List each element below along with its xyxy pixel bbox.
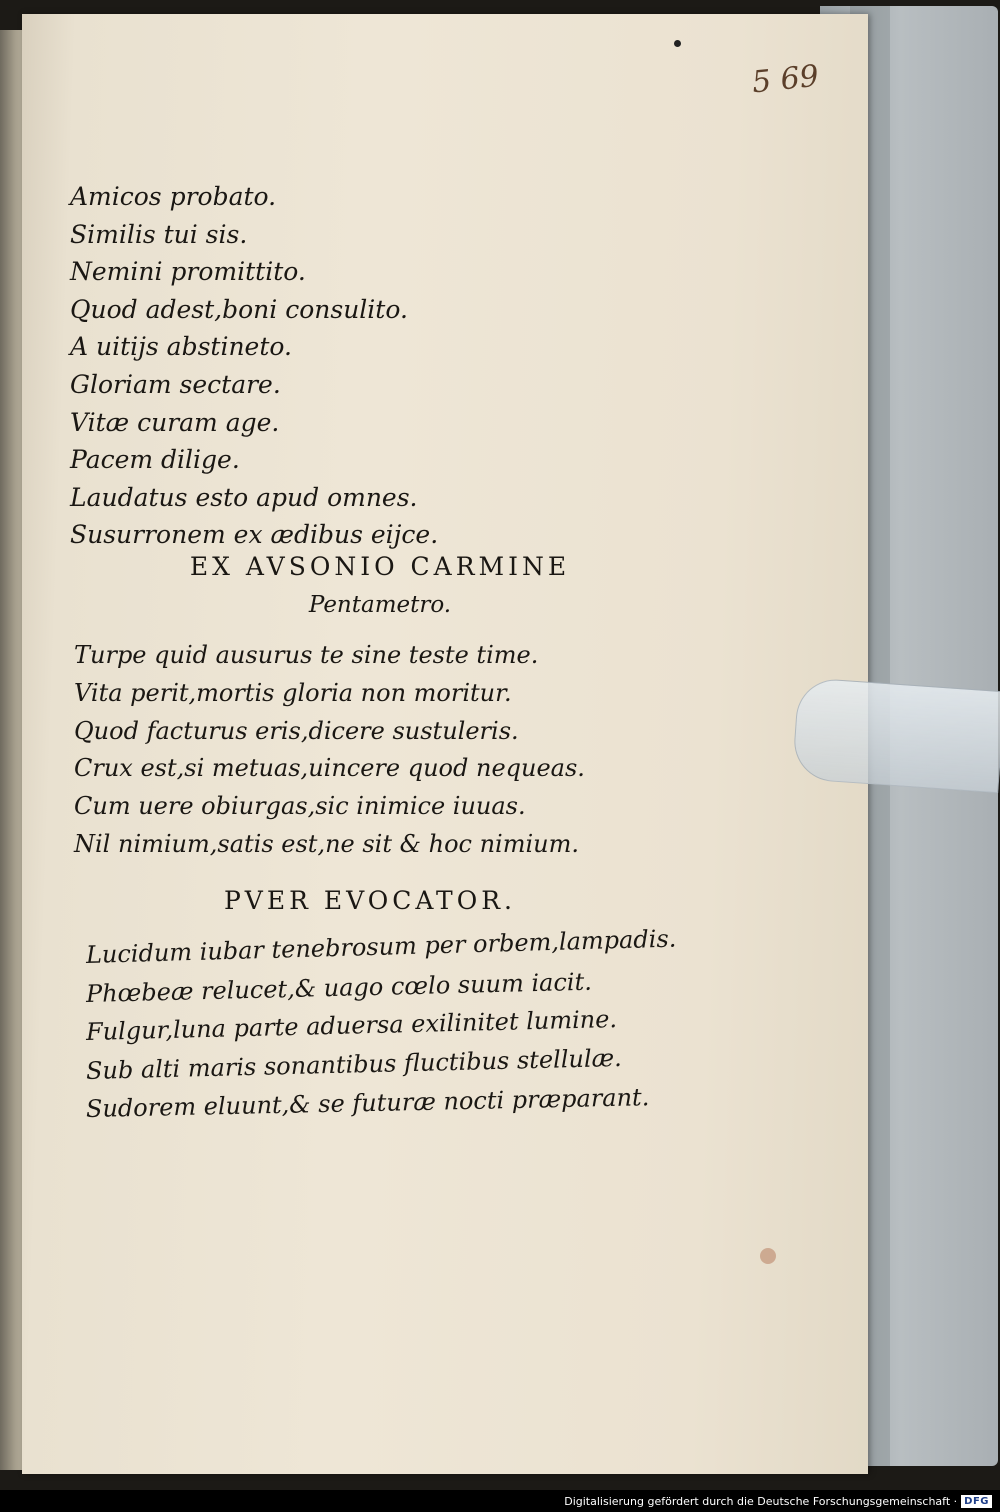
text-line: Similis tui sis. (70, 219, 248, 249)
verse-line: Fulgur,luna parte aduersa exilinitet lumine. (85, 1005, 618, 1046)
verse-line: Cum uere obiurgas,sic inimice iuuas. (74, 792, 526, 821)
text-line: A uitijs abstineto. (70, 332, 292, 362)
verse-line: Phœbeæ relucet,& uago cœlo suum iacit. (85, 967, 593, 1008)
verse-line: Sudorem eluunt,& se futuræ nocti præparant. (85, 1083, 650, 1123)
funding-credit: Digitalisierung gefördert durch die Deutsche Forschungsgemeinschaft · (564, 1494, 958, 1508)
text-line: Laudatus esto apud omnes. (70, 482, 418, 512)
text-line: Quod adest,boni consulito. (70, 294, 408, 324)
digitization-footer (0, 1490, 1000, 1512)
maxims-list (70, 178, 438, 554)
ink-dot (674, 40, 681, 47)
text-line: Susurronem ex ædibus eijce. (70, 520, 439, 550)
text-line: Pacem dilige. (70, 445, 240, 475)
verse-line: Crux est,si metuas,uincere quod nequeas. (74, 754, 585, 783)
puer-evocator-verses (85, 924, 677, 1129)
section-subheading: Pentametro. (308, 592, 452, 618)
verse-line: Nil nimium,satis est,ne sit & hoc nimium. (74, 829, 580, 858)
paper-clip (792, 677, 1000, 793)
text-line: Nemini promittito. (70, 257, 306, 287)
ausonius-verses (74, 637, 585, 864)
verse-line: Turpe quid ausurus te sine teste time. (74, 641, 539, 669)
handwritten-folio-number: 5 69 (750, 58, 821, 101)
text-line: Vitæ curam age. (70, 407, 280, 437)
text-line: Amicos probato. (70, 182, 277, 211)
text-line: Gloriam sectare. (70, 369, 281, 399)
verse-line: Vita perit,mortis gloria non moritur. (74, 678, 512, 707)
section-heading-puer-evocator: PVER EVOCATOR. (223, 886, 516, 915)
dfg-logo: DFG (961, 1495, 992, 1508)
verse-line: Sub alti maris sonantibus fluctibus stellulæ. (85, 1043, 623, 1085)
paper-stain (760, 1248, 776, 1264)
verse-line: Quod facturus eris,dicere sustuleris. (74, 716, 519, 745)
verse-line: Lucidum iubar tenebrosum per orbem,lampadis. (85, 924, 677, 969)
section-heading-ausonius: EX AVSONIO CARMINE (189, 552, 571, 581)
